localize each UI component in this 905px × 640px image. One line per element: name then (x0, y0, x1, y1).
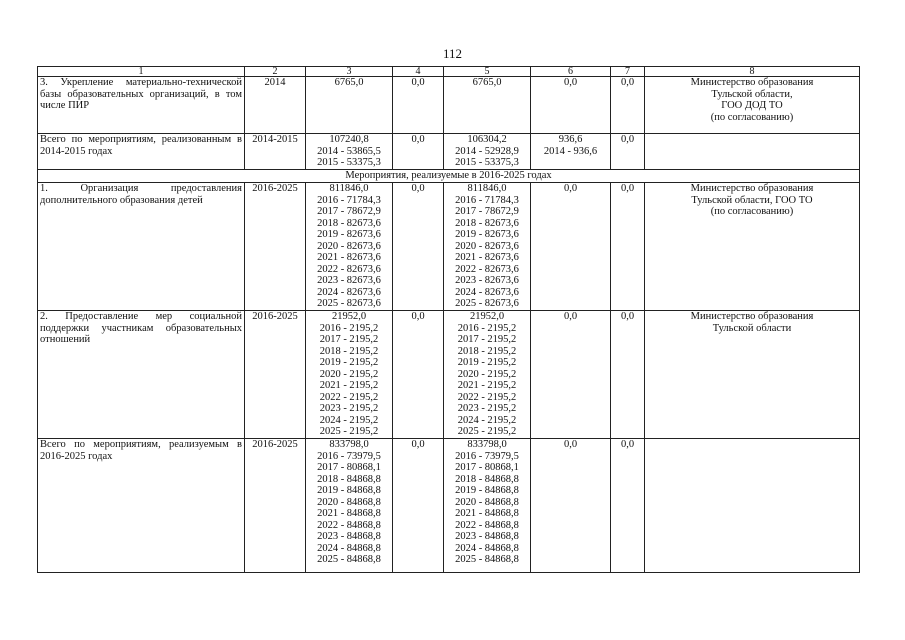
funding-cell: 0,0 (611, 183, 645, 311)
activity-name: 3. Укрепление материально-технической базы образовательных организаций, в том числе ПИР (38, 77, 245, 134)
funding-cell: 0,0 (611, 134, 645, 170)
funding-cell: 0,0 (531, 439, 611, 573)
table-row (38, 311, 860, 439)
funding-cell: 0,0 (393, 77, 444, 134)
responsible-cell: Министерство образования Тульской области (645, 311, 860, 439)
header-cell: 6 (531, 67, 611, 77)
funding-cell: 936,6 2014 - 936,6 (531, 134, 611, 170)
responsible-cell: Министерство образования Тульской области, ГОО ТО (по согласованию) (645, 183, 860, 311)
funding-cell: 6765,0 (444, 77, 531, 134)
funding-cell: 0,0 (611, 311, 645, 439)
period-cell: 2016-2025 (245, 311, 306, 439)
header-cell: 8 (645, 67, 860, 77)
page-number: 112 (442, 46, 463, 61)
funding-cell: 106304,2 2014 - 52928,9 2015 - 53375,3 (444, 134, 531, 170)
table-row (38, 183, 860, 311)
activity-name: Всего по мероприятиям, реализованным в 2014-2015 годах (38, 134, 245, 170)
header-cell: 3 (306, 67, 393, 77)
total-funding-cell: 6765,0 (306, 77, 393, 134)
period-cell: 2014-2015 (245, 134, 306, 170)
funding-cell: 0,0 (393, 439, 444, 573)
total-funding-cell: 833798,0 2016 - 73979,5 2017 - 80868,1 2018 - 84868,8 2019 - 84868,8 2020 - 84868,8 2021 - 84868,8 2022 - 84868,8 2023 - 84868,8 2024 - 84868,8 2025 - 84868,8 (306, 439, 393, 573)
total-funding-cell: 21952,0 2016 - 2195,2 2017 - 2195,2 2018 - 2195,2 2019 - 2195,2 2020 - 2195,2 2021 - 2195,2 2022 - 2195,2 2023 - 2195,2 2024 - 2195,2 2025 - 2195,2 (306, 311, 393, 439)
section-row (38, 170, 860, 183)
header-cell: 7 (611, 67, 645, 77)
table-row (38, 134, 860, 170)
funding-cell: 0,0 (611, 77, 645, 134)
funding-cell: 21952,0 2016 - 2195,2 2017 - 2195,2 2018 - 2195,2 2019 - 2195,2 2020 - 2195,2 2021 - 2195,2 2022 - 2195,2 2023 - 2195,2 2024 - 2195,2 2025 - 2195,2 (444, 311, 531, 439)
funding-cell: 833798,0 2016 - 73979,5 2017 - 80868,1 2018 - 84868,8 2019 - 84868,8 2020 - 84868,8 2021 - 84868,8 2022 - 84868,8 2023 - 84868,8 2024 - 84868,8 2025 - 84868,8 (444, 439, 531, 573)
responsible-cell: Министерство образования Тульской области, ГОО ДОД ТО (по согласованию) (645, 77, 860, 134)
program-table (37, 66, 860, 573)
period-cell: 2014 (245, 77, 306, 134)
funding-cell: 0,0 (531, 311, 611, 439)
activity-name: Всего по мероприятиям, реализуемым в 2016-2025 годах (38, 439, 245, 573)
table-row (38, 77, 860, 134)
table-row (38, 439, 860, 573)
funding-cell: 0,0 (393, 311, 444, 439)
funding-cell: 0,0 (393, 183, 444, 311)
header-cell: 5 (444, 67, 531, 77)
period-cell: 2016-2025 (245, 183, 306, 311)
header-cell: 1 (38, 67, 245, 77)
total-funding-cell: 811846,0 2016 - 71784,3 2017 - 78672,9 2018 - 82673,6 2019 - 82673,6 2020 - 82673,6 2021 - 82673,6 2022 - 82673,6 2023 - 82673,6 2024 - 82673,6 2025 - 82673,6 (306, 183, 393, 311)
funding-cell: 811846,0 2016 - 71784,3 2017 - 78672,9 2018 - 82673,6 2019 - 82673,6 2020 - 82673,6 2021 - 82673,6 2022 - 82673,6 2023 - 82673,6 2024 - 82673,6 2025 - 82673,6 (444, 183, 531, 311)
funding-cell: 0,0 (531, 183, 611, 311)
total-funding-cell: 107240,8 2014 - 53865,5 2015 - 53375,3 (306, 134, 393, 170)
period-cell: 2016-2025 (245, 439, 306, 573)
header-cell: 2 (245, 67, 306, 77)
funding-cell: 0,0 (611, 439, 645, 573)
header-cell: 4 (393, 67, 444, 77)
funding-cell: 0,0 (531, 77, 611, 134)
activity-name: 2. Предоставление мер социальной поддержки участникам образовательных отношений (38, 311, 245, 439)
responsible-cell (645, 134, 860, 170)
responsible-cell (645, 439, 860, 573)
activity-name: 1. Организация предоставления дополнительного образования детей (38, 183, 245, 311)
section-title: Мероприятия, реализуемые в 2016-2025 годах (38, 170, 860, 183)
column-number-row (38, 67, 860, 77)
funding-cell: 0,0 (393, 134, 444, 170)
